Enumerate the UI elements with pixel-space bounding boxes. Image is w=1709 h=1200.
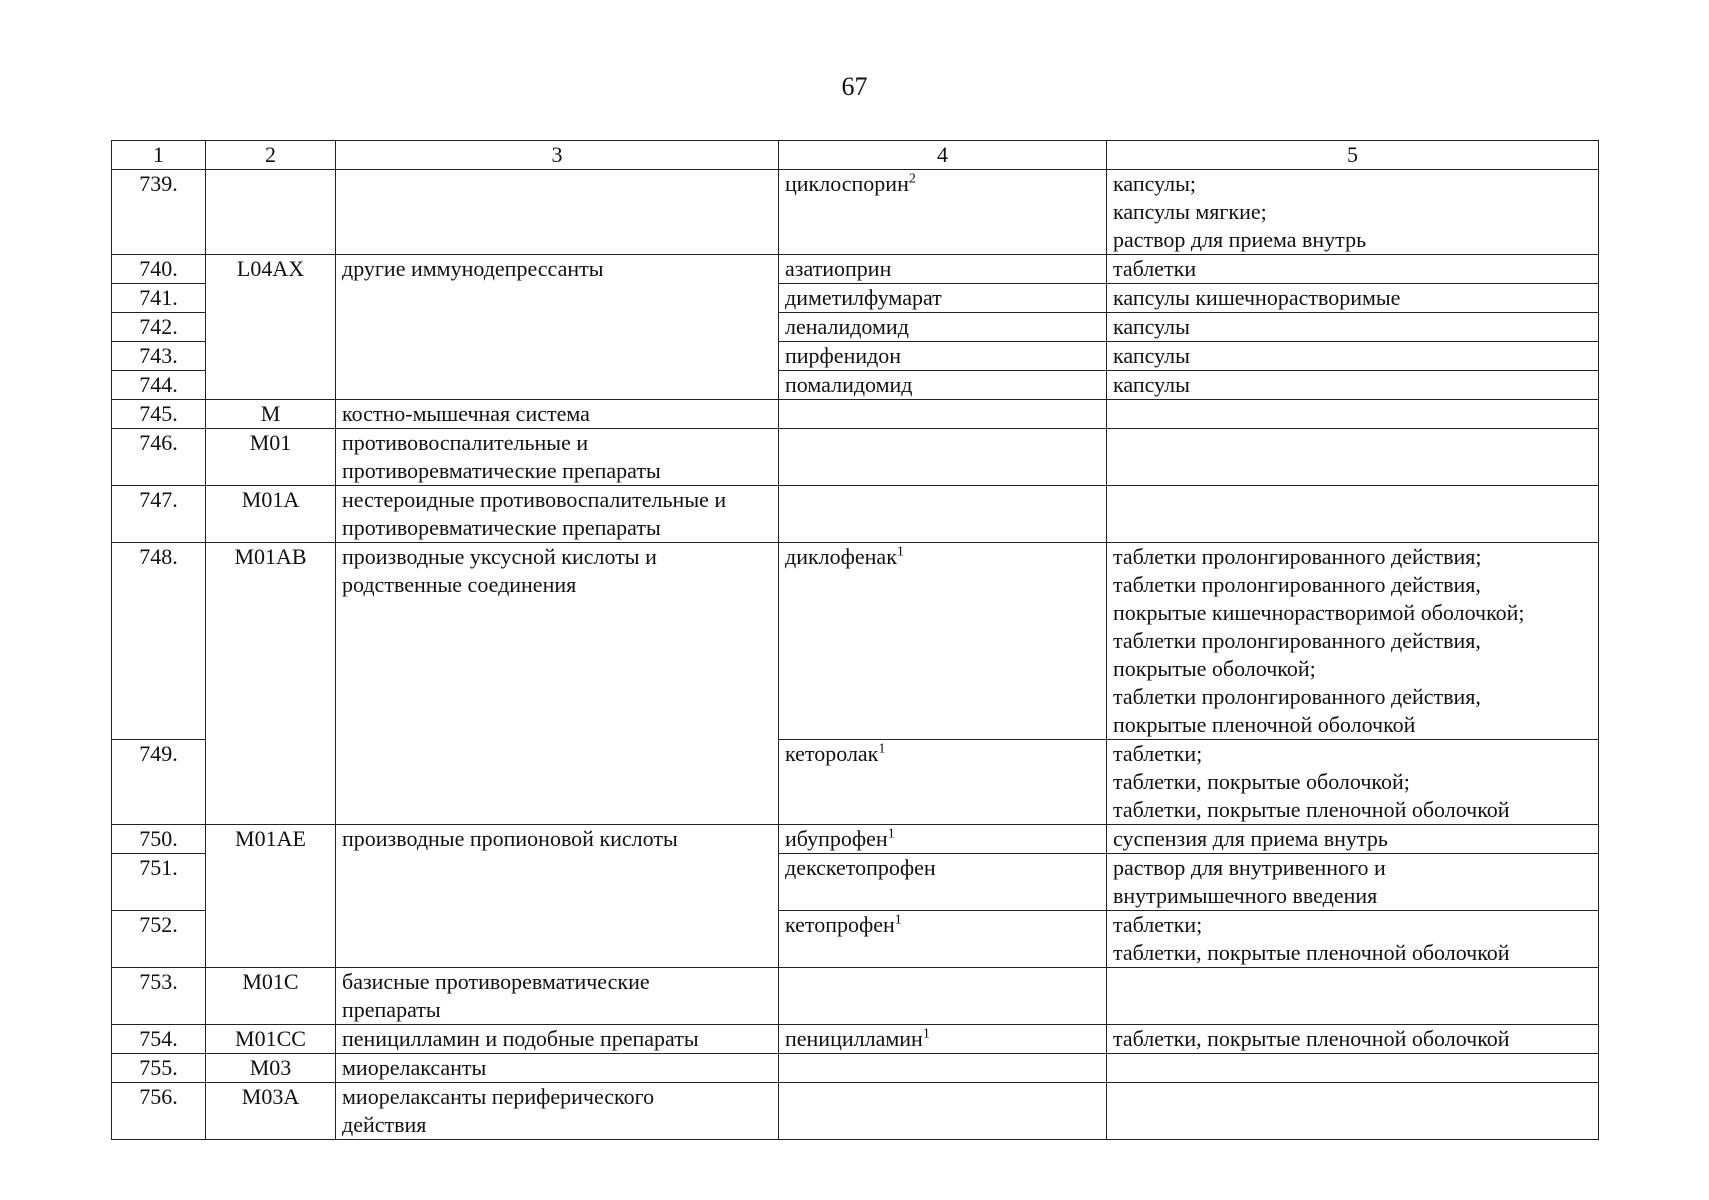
atc-group: миорелаксанты	[336, 1054, 779, 1083]
row-number: 747.	[112, 486, 206, 543]
atc-code: M01C	[206, 968, 336, 1025]
drug-name-text: кеторолак	[785, 741, 879, 766]
footnote-marker: 2	[908, 171, 916, 187]
row-number: 742.	[112, 313, 206, 342]
row-number: 755.	[112, 1054, 206, 1083]
drug-name	[779, 854, 1107, 911]
drug-name	[779, 1054, 1107, 1083]
row-number: 744.	[112, 371, 206, 400]
page-number: 67	[841, 72, 868, 101]
dosage-form: раствор для внутривенного и внутримышечного введения	[1107, 854, 1599, 911]
row-number: 751.	[112, 854, 206, 911]
column-header: 4	[779, 141, 1107, 170]
atc-group: противовоспалительные и противоревматические препараты	[336, 429, 779, 486]
drug-name-text: циклоспорин	[785, 171, 909, 196]
atc-code: M03A	[206, 1083, 336, 1140]
table-row	[112, 486, 1599, 543]
row-number: 743.	[112, 342, 206, 371]
row-number: 750.	[112, 825, 206, 854]
table-header-row	[112, 141, 1599, 170]
drug-name	[779, 968, 1107, 1025]
atc-group: нестероидные противовоспалительные и противоревматические препараты	[336, 486, 779, 543]
dosage-form: таблетки; таблетки, покрытые оболочкой; таблетки, покрытые пленочной оболочкой	[1107, 740, 1599, 825]
row-number: 741.	[112, 284, 206, 313]
row-number: 753.	[112, 968, 206, 1025]
drug-name-text: кетопрофен	[785, 912, 895, 937]
dosage-form	[1107, 1083, 1599, 1140]
table-row	[112, 1025, 1599, 1054]
atc-code: M01	[206, 429, 336, 486]
dosage-form: капсулы	[1107, 313, 1599, 342]
drug-list-table	[111, 140, 1599, 1140]
row-number: 756.	[112, 1083, 206, 1140]
footnote-marker: 1	[922, 1026, 930, 1042]
table-row	[112, 968, 1599, 1025]
drug-name	[779, 255, 1107, 284]
drug-name	[779, 1025, 1107, 1054]
dosage-form: капсулы; капсулы мягкие; раствор для приема внутрь	[1107, 170, 1599, 255]
atc-group: производные уксусной кислоты и родственные соединения	[336, 543, 779, 825]
row-number: 752.	[112, 911, 206, 968]
table-row	[112, 1054, 1599, 1083]
drug-name	[779, 313, 1107, 342]
dosage-form	[1107, 486, 1599, 543]
drug-name	[779, 342, 1107, 371]
row-number: 745.	[112, 400, 206, 429]
atc-group: другие иммунодепрессанты	[336, 255, 779, 400]
row-number: 749.	[112, 740, 206, 825]
footnote-marker: 1	[887, 826, 895, 842]
dosage-form: таблетки, покрытые пленочной оболочкой	[1107, 1025, 1599, 1054]
dosage-form: капсулы кишечнорастворимые	[1107, 284, 1599, 313]
column-header: 2	[206, 141, 336, 170]
atc-group: производные пропионовой кислоты	[336, 825, 779, 968]
footnote-marker: 1	[894, 912, 902, 928]
table-row	[112, 170, 1599, 255]
drug-name-text: азатиоприн	[785, 256, 892, 281]
dosage-form: таблетки	[1107, 255, 1599, 284]
drug-name	[779, 740, 1107, 825]
atc-code: M03	[206, 1054, 336, 1083]
drug-name	[779, 486, 1107, 543]
atc-group: миорелаксанты периферического действия	[336, 1083, 779, 1140]
atc-code: M01AB	[206, 543, 336, 825]
dosage-form	[1107, 429, 1599, 486]
drug-name-text: декскетопрофен	[785, 855, 936, 880]
footnote-marker: 1	[878, 741, 886, 757]
atc-code	[206, 170, 336, 255]
drug-name	[779, 429, 1107, 486]
drug-name	[779, 284, 1107, 313]
drug-name	[779, 543, 1107, 740]
table-row	[112, 400, 1599, 429]
table-row	[112, 1083, 1599, 1140]
column-header: 5	[1107, 141, 1599, 170]
atc-code: M	[206, 400, 336, 429]
drug-name-text: диметилфумарат	[785, 285, 942, 310]
drug-name-text: пеницилламин	[785, 1026, 923, 1051]
footnote-marker: 1	[896, 544, 904, 560]
drug-name-text: леналидомид	[785, 314, 909, 339]
atc-group	[336, 170, 779, 255]
dosage-form: таблетки; таблетки, покрытые пленочной оболочкой	[1107, 911, 1599, 968]
drug-name	[779, 825, 1107, 854]
dosage-form: капсулы	[1107, 342, 1599, 371]
table-row	[112, 429, 1599, 486]
row-number: 754.	[112, 1025, 206, 1054]
atc-code: L04AX	[206, 255, 336, 400]
drug-name	[779, 400, 1107, 429]
table-row	[112, 543, 1599, 740]
dosage-form	[1107, 400, 1599, 429]
column-header: 1	[112, 141, 206, 170]
dosage-form: таблетки пролонгированного действия; таблетки пролонгированного действия, покрытые кишечнорастворимой оболочкой; таблетки пролонгированного действия, покрытые оболочкой; таблетки пролонгированного действия, покрытые пленочной оболочкой	[1107, 543, 1599, 740]
dosage-form: капсулы	[1107, 371, 1599, 400]
row-number: 746.	[112, 429, 206, 486]
atc-group: костно-мышечная система	[336, 400, 779, 429]
column-header: 3	[336, 141, 779, 170]
drug-name-text: ибупрофен	[785, 826, 888, 851]
drug-name-text: диклофенак	[785, 544, 897, 569]
table-row	[112, 255, 1599, 284]
table-row	[112, 825, 1599, 854]
atc-group: пеницилламин и подобные препараты	[336, 1025, 779, 1054]
drug-name-text: помалидомид	[785, 372, 913, 397]
drug-name	[779, 170, 1107, 255]
dosage-form	[1107, 968, 1599, 1025]
atc-code: M01AE	[206, 825, 336, 968]
dosage-form	[1107, 1054, 1599, 1083]
atc-group: базисные противоревматические препараты	[336, 968, 779, 1025]
drug-name	[779, 1083, 1107, 1140]
drug-name	[779, 911, 1107, 968]
drug-name-text: пирфенидон	[785, 343, 902, 368]
row-number: 748.	[112, 543, 206, 740]
atc-code: M01CC	[206, 1025, 336, 1054]
row-number: 739.	[112, 170, 206, 255]
dosage-form: суспензия для приема внутрь	[1107, 825, 1599, 854]
drug-name	[779, 371, 1107, 400]
row-number: 740.	[112, 255, 206, 284]
atc-code: M01A	[206, 486, 336, 543]
